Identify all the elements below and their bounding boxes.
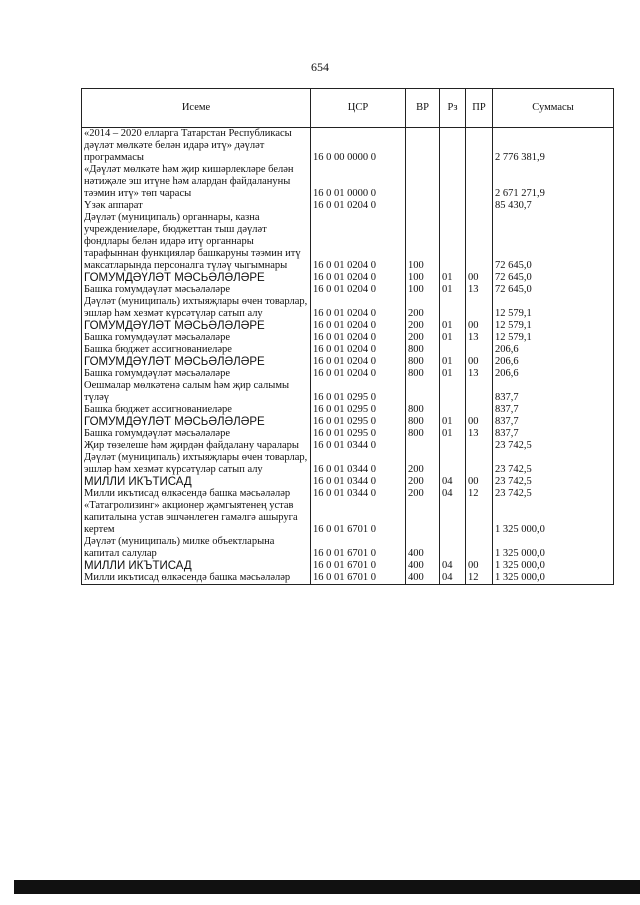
cell-rz	[440, 404, 466, 416]
cell-vr	[406, 500, 440, 536]
cell-name: Башка бюджет ассигнованиеләре	[82, 404, 311, 416]
table-body	[82, 128, 614, 585]
cell-pr: 00	[466, 476, 493, 488]
cell-vr: 200	[406, 320, 440, 332]
cell-pr	[466, 500, 493, 536]
cell-name: «2014 – 2020 елларга Татарстан Республикасы дәүләт мөлкәте белән идарә итү» дәүләт программасы	[82, 128, 311, 165]
cell-vr	[406, 380, 440, 404]
cell-vr: 200	[406, 452, 440, 476]
cell-name: ГОМУМДӘҮЛӘТ МӘСЬӘЛӘЛӘРЕ	[82, 356, 311, 368]
cell-vr: 100	[406, 272, 440, 284]
cell-csr: 16 0 01 0344 0	[311, 440, 406, 452]
cell-csr: 16 0 01 6701 0	[311, 500, 406, 536]
cell-csr: 16 0 01 0204 0	[311, 368, 406, 380]
scan-edge-bar	[14, 880, 640, 894]
header-pr: ПР	[466, 89, 493, 128]
cell-csr: 16 0 01 0295 0	[311, 416, 406, 428]
cell-sum: 837,7	[493, 404, 614, 416]
cell-csr: 16 0 01 0204 0	[311, 284, 406, 296]
cell-rz: 01	[440, 272, 466, 284]
cell-name: Башка гомумдәүләт мәсьәләләре	[82, 428, 311, 440]
cell-pr: 00	[466, 356, 493, 368]
cell-pr: 13	[466, 284, 493, 296]
table-row	[82, 332, 614, 344]
cell-sum: 1 325 000,0	[493, 536, 614, 560]
cell-sum: 206,6	[493, 368, 614, 380]
cell-sum: 85 430,7	[493, 200, 614, 212]
table-row	[82, 320, 614, 332]
cell-vr: 400	[406, 536, 440, 560]
cell-pr: 00	[466, 272, 493, 284]
cell-sum: 23 742,5	[493, 440, 614, 452]
header-csr: ЦСР	[311, 89, 406, 128]
cell-sum: 206,6	[493, 356, 614, 368]
table-row	[82, 476, 614, 488]
table-row	[82, 212, 614, 272]
cell-sum: 1 325 000,0	[493, 500, 614, 536]
cell-rz: 04	[440, 476, 466, 488]
table-row	[82, 440, 614, 452]
cell-rz: 01	[440, 428, 466, 440]
cell-sum: 12 579,1	[493, 296, 614, 320]
cell-pr	[466, 536, 493, 560]
cell-pr	[466, 440, 493, 452]
cell-pr	[466, 212, 493, 272]
cell-pr: 12	[466, 572, 493, 585]
cell-vr: 400	[406, 560, 440, 572]
cell-pr: 00	[466, 560, 493, 572]
cell-sum: 72 645,0	[493, 272, 614, 284]
cell-sum: 23 742,5	[493, 452, 614, 476]
cell-sum: 23 742,5	[493, 488, 614, 500]
cell-pr: 13	[466, 368, 493, 380]
cell-rz	[440, 296, 466, 320]
cell-name: Башка гомумдәүләт мәсьәләләре	[82, 368, 311, 380]
table-row	[82, 416, 614, 428]
cell-name: Үзәк аппарат	[82, 200, 311, 212]
cell-pr: 00	[466, 320, 493, 332]
cell-name: Башка гомумдәүләт мәсьәләләре	[82, 332, 311, 344]
table-row	[82, 284, 614, 296]
cell-vr: 400	[406, 572, 440, 585]
cell-name: Оешмалар мөлкәтенә салым һәм җир салымы түләү	[82, 380, 311, 404]
cell-name: «Дәүләт мөлкәте һәм җир кишәрлекләре белән нәтиҗәле эш итүне һәм алардан файдалануны тәэмин итү» төп чарасы	[82, 164, 311, 200]
cell-sum: 12 579,1	[493, 332, 614, 344]
cell-csr: 16 0 01 0295 0	[311, 404, 406, 416]
cell-rz	[440, 128, 466, 165]
cell-rz	[440, 380, 466, 404]
header-name: Исеме	[82, 89, 311, 128]
cell-rz: 04	[440, 560, 466, 572]
cell-csr: 16 0 01 0000 0	[311, 164, 406, 200]
cell-vr: 200	[406, 296, 440, 320]
cell-csr: 16 0 01 0344 0	[311, 488, 406, 500]
cell-csr: 16 0 01 6701 0	[311, 560, 406, 572]
cell-pr: 13	[466, 428, 493, 440]
cell-rz	[440, 344, 466, 356]
cell-rz: 04	[440, 488, 466, 500]
cell-pr	[466, 404, 493, 416]
cell-name: Башка бюджет ассигнованиеләре	[82, 344, 311, 356]
cell-vr: 200	[406, 332, 440, 344]
cell-csr: 16 0 01 0204 0	[311, 356, 406, 368]
cell-csr: 16 0 01 0204 0	[311, 332, 406, 344]
table-row	[82, 128, 614, 165]
cell-rz: 01	[440, 368, 466, 380]
cell-rz: 01	[440, 332, 466, 344]
cell-pr: 13	[466, 332, 493, 344]
header-rz: Рз	[440, 89, 466, 128]
cell-vr: 800	[406, 368, 440, 380]
cell-name: МИЛЛИ ИКЪТИСАД	[82, 560, 311, 572]
cell-vr: 200	[406, 476, 440, 488]
cell-vr: 100	[406, 284, 440, 296]
cell-csr: 16 0 01 0295 0	[311, 428, 406, 440]
page-number: 654	[311, 60, 329, 74]
table-row	[82, 560, 614, 572]
cell-sum: 837,7	[493, 416, 614, 428]
cell-name: Милли икътисад өлкәсендә башка мәсьәләләр	[82, 572, 311, 585]
table-row	[82, 536, 614, 560]
cell-sum: 23 742,5	[493, 476, 614, 488]
cell-name: Башка гомумдәүләт мәсьәләләре	[82, 284, 311, 296]
cell-vr: 800	[406, 344, 440, 356]
table-row	[82, 500, 614, 536]
cell-csr: 16 0 00 0000 0	[311, 128, 406, 165]
cell-sum: 1 325 000,0	[493, 572, 614, 585]
cell-rz	[440, 212, 466, 272]
cell-csr: 16 0 01 6701 0	[311, 536, 406, 560]
cell-rz	[440, 440, 466, 452]
table-row	[82, 356, 614, 368]
cell-rz	[440, 200, 466, 212]
cell-rz: 01	[440, 416, 466, 428]
table-row	[82, 572, 614, 585]
cell-pr	[466, 380, 493, 404]
cell-vr: 800	[406, 356, 440, 368]
cell-pr	[466, 128, 493, 165]
cell-vr: 800	[406, 404, 440, 416]
cell-csr: 16 0 01 0204 0	[311, 296, 406, 320]
cell-pr	[466, 452, 493, 476]
cell-vr: 200	[406, 488, 440, 500]
table-row	[82, 272, 614, 284]
table-row	[82, 488, 614, 500]
table-row	[82, 164, 614, 200]
cell-csr: 16 0 01 0295 0	[311, 380, 406, 404]
cell-csr: 16 0 01 0204 0	[311, 212, 406, 272]
table-row	[82, 428, 614, 440]
header-sum: Суммасы	[493, 89, 614, 128]
cell-rz	[440, 536, 466, 560]
cell-pr: 00	[466, 416, 493, 428]
cell-rz: 04	[440, 572, 466, 585]
cell-csr: 16 0 01 0204 0	[311, 272, 406, 284]
cell-name: Милли икътисад өлкәсендә башка мәсьәләләр	[82, 488, 311, 500]
cell-csr: 16 0 01 0344 0	[311, 452, 406, 476]
cell-name: «Татагролизинг» акционер җәмгыятенең устав капиталына устав эшчәнлеген гамәлгә ашыруга кертем	[82, 500, 311, 536]
cell-pr	[466, 164, 493, 200]
cell-name: ГОМУМДӘҮЛӘТ МӘСЬӘЛӘЛӘРЕ	[82, 320, 311, 332]
cell-name: Дәүләт (муниципаль) ихтыяҗлары өчен товарлар, эшләр һәм хезмәт күрсәтүләр сатып алу	[82, 452, 311, 476]
table-row	[82, 404, 614, 416]
cell-sum: 837,7	[493, 428, 614, 440]
cell-rz	[440, 452, 466, 476]
cell-sum: 2 671 271,9	[493, 164, 614, 200]
table-row	[82, 296, 614, 320]
cell-rz	[440, 500, 466, 536]
cell-vr	[406, 200, 440, 212]
cell-vr	[406, 440, 440, 452]
cell-pr	[466, 344, 493, 356]
cell-sum: 12 579,1	[493, 320, 614, 332]
table-row	[82, 452, 614, 476]
cell-sum: 2 776 381,9	[493, 128, 614, 165]
table-row	[82, 368, 614, 380]
table-row	[82, 344, 614, 356]
cell-rz: 01	[440, 356, 466, 368]
cell-name: ГОМУМДӘҮЛӘТ МӘСЬӘЛӘЛӘРЕ	[82, 416, 311, 428]
cell-sum: 72 645,0	[493, 212, 614, 272]
cell-sum: 206,6	[493, 344, 614, 356]
table-header-row	[82, 89, 614, 128]
cell-csr: 16 0 01 0204 0	[311, 200, 406, 212]
cell-sum: 1 325 000,0	[493, 560, 614, 572]
cell-sum: 72 645,0	[493, 284, 614, 296]
budget-table	[81, 88, 614, 585]
table-row	[82, 200, 614, 212]
cell-csr: 16 0 01 6701 0	[311, 572, 406, 585]
cell-name: Дәүләт (муниципаль) милке объектларына капитал салулар	[82, 536, 311, 560]
cell-name: Дәүләт (муниципаль) ихтыяҗлары өчен товарлар, эшләр һәм хезмәт күрсәтүләр сатып алу	[82, 296, 311, 320]
cell-vr: 800	[406, 428, 440, 440]
cell-rz	[440, 164, 466, 200]
cell-csr: 16 0 01 0204 0	[311, 320, 406, 332]
cell-sum: 837,7	[493, 380, 614, 404]
cell-csr: 16 0 01 0344 0	[311, 476, 406, 488]
cell-vr: 100	[406, 212, 440, 272]
cell-vr: 800	[406, 416, 440, 428]
cell-pr: 12	[466, 488, 493, 500]
cell-pr	[466, 296, 493, 320]
cell-vr	[406, 128, 440, 165]
cell-name: Җир төзелеше һәм җирдән файдалану чаралары	[82, 440, 311, 452]
cell-rz: 01	[440, 284, 466, 296]
header-vr: ВР	[406, 89, 440, 128]
cell-vr	[406, 164, 440, 200]
cell-name: МИЛЛИ ИКЪТИСАД	[82, 476, 311, 488]
cell-name: ГОМУМДӘҮЛӘТ МӘСЬӘЛӘЛӘРЕ	[82, 272, 311, 284]
cell-pr	[466, 200, 493, 212]
cell-csr: 16 0 01 0204 0	[311, 344, 406, 356]
table-row	[82, 380, 614, 404]
cell-rz: 01	[440, 320, 466, 332]
cell-name: Дәүләт (муниципаль) органнары, казна учреждениеләре, бюджеттан тыш дәүләт фондлары белән идарә итү органнары тарафыннан функцияләр башкаруны тәэмин итү максатларында персоналга түләү чыгымнары	[82, 212, 311, 272]
